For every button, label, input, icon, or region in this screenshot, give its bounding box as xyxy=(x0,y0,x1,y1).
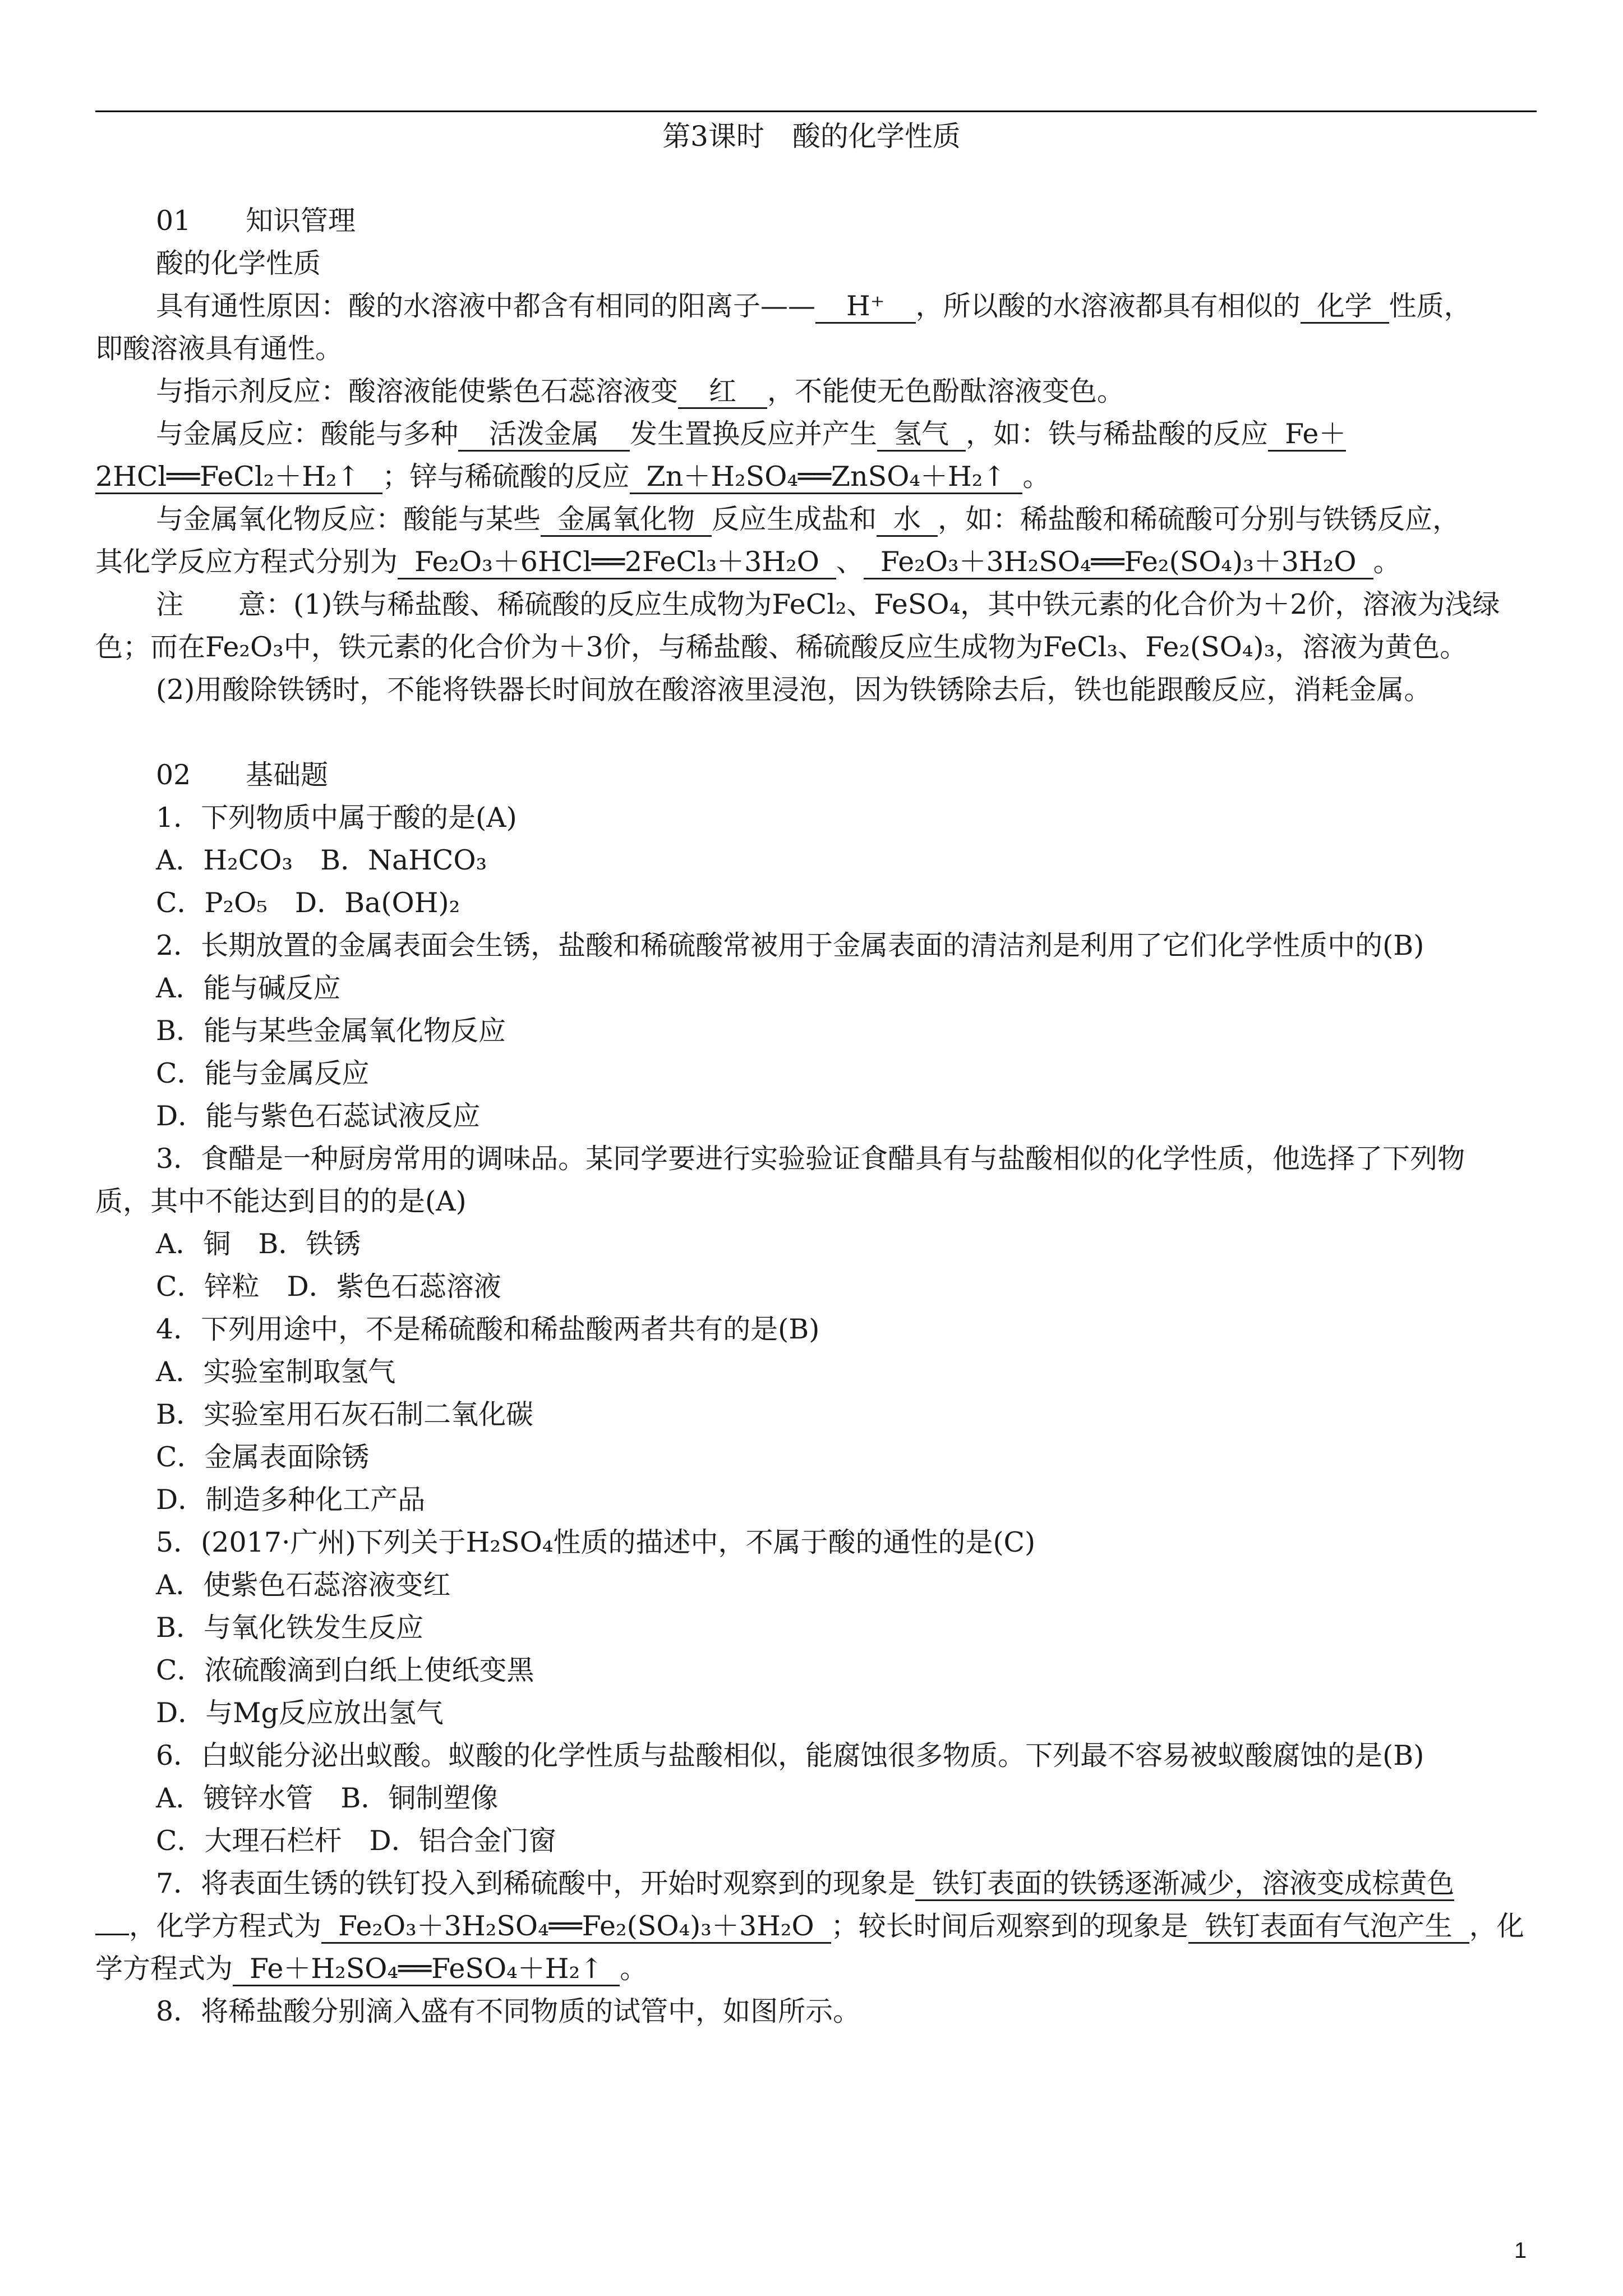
option-line: A．能与碱反应 xyxy=(156,972,341,1004)
option-line: A．使紫色石蕊溶液变红 xyxy=(156,1569,451,1601)
option-line: A．铜 B．铁锈 xyxy=(156,1228,361,1260)
option-line: D．能与紫色石蕊试液反应 xyxy=(156,1100,481,1132)
answer-blank: 红 xyxy=(678,376,767,409)
option-line: C．能与金属反应 xyxy=(156,1057,370,1089)
answer-blank: 水 xyxy=(877,504,938,537)
answer-blank: 金属氧化物 xyxy=(541,504,712,537)
option-line: C．金属表面除锈 xyxy=(156,1441,370,1473)
answer-blank: Zn＋H₂SO₄══ZnSO₄＋H₂↑ xyxy=(630,461,1023,494)
page-number: 1 xyxy=(1514,2238,1527,2263)
option-line: C．锌粒 D．紫色石蕊溶液 xyxy=(156,1271,501,1303)
option-line: A．H₂CO₃ B．NaHCO₃ xyxy=(156,844,487,876)
section-name: 知识管理 xyxy=(246,205,356,237)
answer-blank: 化学 xyxy=(1301,291,1389,324)
answer-blank: 铁钉表面有气泡产生 xyxy=(1188,1911,1469,1944)
option-line: B．能与某些金属氧化物反应 xyxy=(156,1015,506,1047)
option-line: C．P₂O₅ D．Ba(OH)₂ xyxy=(156,887,460,919)
answer-blank: 活泼金属 xyxy=(458,418,630,452)
answer-blank: 氢气 xyxy=(877,418,966,452)
topic-heading: 酸的化学性质 xyxy=(156,247,321,279)
answer-blank: 铁钉表面的铁锈逐渐减少，溶液变成棕黄色 xyxy=(915,1868,1454,1901)
section-number: 02 xyxy=(156,759,191,791)
answer-blank: Fe＋ xyxy=(1268,418,1346,452)
option-line: C．浓硫酸滴到白纸上使纸变黑 xyxy=(156,1654,534,1686)
answer-blank: Fe＋H₂SO₄══FeSO₄＋H₂↑ xyxy=(233,1953,620,1986)
header-rule xyxy=(95,111,1537,112)
section-number: 01 xyxy=(156,205,191,237)
option-line: D．制造多种化工产品 xyxy=(156,1484,426,1516)
answer-blank: H⁺ xyxy=(815,291,916,324)
page-title: 第3课时 酸的化学性质 xyxy=(662,120,961,153)
answer-blank: Fe₂O₃＋6HCl══2FeCl₃＋3H₂O xyxy=(398,546,836,579)
section-name: 基础题 xyxy=(246,759,329,791)
option-line: C．大理石栏杆 D．铝合金门窗 xyxy=(156,1825,556,1857)
option-line: B．实验室用石灰石制二氧化碳 xyxy=(156,1398,534,1430)
option-line: A．镀锌水管 B．铜制塑像 xyxy=(156,1782,499,1814)
option-line: D．与Mg反应放出氢气 xyxy=(156,1697,444,1729)
option-line: B．与氧化铁发生反应 xyxy=(156,1612,424,1644)
answer-blank: 2HCl══FeCl₂＋H₂↑ xyxy=(95,461,382,494)
answer-blank: Fe₂O₃＋3H₂SO₄══Fe₂(SO₄)₃＋3H₂O xyxy=(321,1911,831,1944)
answer-blank: Fe₂O₃＋3H₂SO₄══Fe₂(SO₄)₃＋3H₂O xyxy=(864,546,1373,579)
option-line: A．实验室制取氢气 xyxy=(156,1356,396,1388)
